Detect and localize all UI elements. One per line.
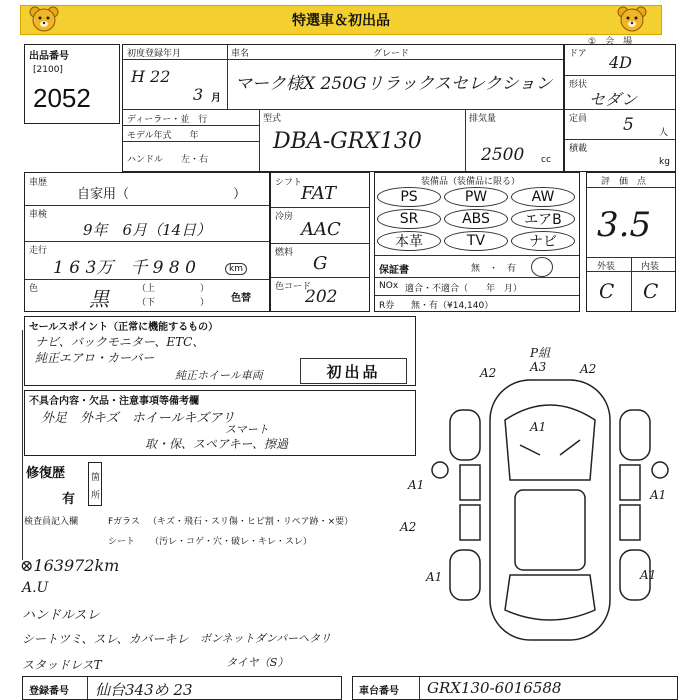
lot-number: 2052 bbox=[33, 83, 91, 113]
mileage-value: 1 6 3万 千 9 8 0 bbox=[53, 258, 196, 278]
notes-line-3: 取・保、スペアキー、擦過 bbox=[145, 437, 289, 451]
inspector-line-4: シートツミ、スレ、カバーキレ bbox=[22, 632, 189, 646]
equipment-item: 本革 bbox=[377, 231, 441, 251]
mileage-label: 走行 bbox=[29, 246, 48, 256]
diagram-mark-4: A1 bbox=[530, 420, 547, 434]
dealer-label: ディーラー・並 行 bbox=[127, 115, 208, 125]
vin-value: GRX130-6016588 bbox=[427, 679, 562, 697]
exterior-label: 外装 bbox=[597, 262, 616, 272]
shape-value: セダン bbox=[589, 90, 638, 109]
repair-side-2: 所 bbox=[91, 491, 101, 501]
notes-box bbox=[24, 390, 416, 456]
displacement-unit: cc bbox=[541, 155, 551, 165]
inspection-value: 9年 6月（14日） bbox=[83, 221, 212, 239]
lot-number-box bbox=[24, 44, 120, 124]
mileage-unit: km bbox=[225, 263, 247, 275]
type-label: 型式 bbox=[263, 114, 282, 124]
shift-value: FAT bbox=[301, 183, 336, 204]
capacity-label: 定員 bbox=[569, 114, 588, 124]
banner-title: 特選車＆初出品 bbox=[292, 13, 390, 29]
first-reg-value: H 22 bbox=[131, 67, 171, 86]
shift-label: シフト bbox=[275, 178, 303, 188]
history-label: 車歴 bbox=[29, 178, 48, 188]
seat-label: シート bbox=[108, 537, 136, 547]
capacity-value: 5 bbox=[623, 115, 634, 135]
exterior-value: C bbox=[599, 279, 615, 303]
equipment-item: エアB bbox=[511, 209, 575, 229]
color-upper: （上 ） bbox=[137, 284, 210, 294]
sales-line-2: 純正エアロ・カーバー bbox=[35, 351, 155, 365]
displacement-label: 排気量 bbox=[469, 114, 497, 124]
spec-box bbox=[564, 44, 676, 172]
color-value: 黒 bbox=[89, 287, 109, 311]
equipment-item: ナビ bbox=[511, 231, 575, 251]
sales-line-3: 純正ホイール車両 bbox=[175, 369, 263, 382]
first-reg-unit: 月 bbox=[211, 93, 221, 104]
reg-value: 仙台343め 23 bbox=[95, 681, 193, 699]
color-code-value: 202 bbox=[305, 287, 338, 307]
car-name-label: 車名 bbox=[231, 49, 250, 59]
notes-title: 不具合内容・欠品・注意事項等備考欄 bbox=[29, 396, 199, 407]
glass-options: （キズ・飛石・スリ傷・ヒビ割・リペア跡・×要） bbox=[148, 517, 354, 527]
load-label: 積載 bbox=[569, 144, 588, 154]
door-value: 4D bbox=[609, 53, 633, 72]
diagram-mark-9: A1 bbox=[640, 568, 657, 582]
interior-value: C bbox=[643, 279, 659, 303]
inspector-line-3: ハンドルスレ bbox=[22, 608, 100, 623]
equipment-title-text: 装備品 bbox=[421, 177, 449, 187]
registration-box bbox=[22, 676, 342, 700]
bear-mascot-icon bbox=[28, 6, 60, 32]
equipment-item: ABS bbox=[444, 209, 508, 229]
equipment-item: PS bbox=[377, 187, 441, 207]
color-label: 色 bbox=[29, 284, 39, 294]
color-change-label: 色替 bbox=[231, 293, 251, 304]
diagram-mark-2: A3 bbox=[530, 360, 547, 374]
load-unit: kg bbox=[659, 157, 670, 167]
equipment-item: AW bbox=[511, 187, 575, 207]
top-partial-text: ① 会 場 bbox=[588, 37, 633, 47]
equipment-title-note: （装備品に限る） bbox=[448, 177, 521, 187]
nox-value: 適合・不適合（ 年 月） bbox=[405, 284, 523, 294]
inspector-side-note-2: タイヤ（S） bbox=[226, 656, 289, 669]
diagram-top-label: P組 bbox=[530, 346, 551, 360]
notes-line-2: スマート bbox=[225, 423, 269, 436]
nox-label: NOx bbox=[379, 281, 399, 291]
handle-label: ハンドル 左・右 bbox=[127, 155, 209, 165]
car-name-value: マーク様X 250Gリラックスセレクション bbox=[235, 74, 553, 94]
diagram-mark-8: A1 bbox=[426, 570, 443, 584]
displacement-value: 2500 bbox=[481, 145, 525, 165]
banner bbox=[20, 5, 662, 35]
fuel-value: G bbox=[313, 253, 328, 274]
repair-side-1: 箇 bbox=[91, 473, 101, 483]
repair-value: 有 bbox=[62, 492, 76, 507]
grade-label: グレード bbox=[373, 49, 410, 59]
inspector-side-note-1: ボンネットダンパーヘタリ bbox=[200, 632, 332, 645]
diagram-mark-6: A1 bbox=[650, 488, 667, 502]
reg-label: 登録番号 bbox=[29, 686, 69, 697]
sales-line-1: ナビ、バックモニター、ETC、 bbox=[35, 335, 205, 349]
interior-label: 内装 bbox=[641, 262, 660, 272]
capacity-unit: 人 bbox=[659, 128, 669, 138]
vin-label: 車台番号 bbox=[359, 686, 399, 697]
first-listing-stamp: 初出品 bbox=[300, 358, 407, 384]
model-year-label: モデル年式 年 bbox=[127, 131, 199, 141]
seat-options: （汚レ・コゲ・穴・破レ・キレ・スレ） bbox=[150, 537, 312, 547]
color-code-label: 色コード bbox=[275, 282, 312, 292]
ac-value: AAC bbox=[301, 219, 341, 240]
recycle-value: 無・有（¥14,140） bbox=[411, 301, 494, 311]
header-box bbox=[122, 44, 564, 172]
inspection-label: 車検 bbox=[29, 210, 48, 220]
score-value: 3.5 bbox=[597, 205, 652, 245]
warranty-circle-mark bbox=[531, 257, 553, 277]
diagram-mark-3: A2 bbox=[580, 362, 597, 376]
inspector-line-2: A.U bbox=[22, 580, 49, 596]
ac-label: 冷房 bbox=[275, 212, 294, 222]
equipment-title bbox=[421, 174, 520, 187]
inspector-label: 検査員記入欄 bbox=[24, 517, 79, 527]
warranty-label: 保証書 bbox=[379, 265, 409, 276]
notes-line-1: 外足 外キズ ホイールキズアリ bbox=[41, 411, 235, 426]
sales-points-title: セールスポイント（正常に機能するもの） bbox=[29, 322, 219, 333]
score-label: 評 価 点 bbox=[601, 177, 647, 187]
warranty-value: 無 ・ 有 bbox=[471, 264, 517, 274]
glass-label: Fガラス bbox=[108, 517, 140, 527]
car-damage-diagram bbox=[410, 340, 690, 680]
equipment-item: PW bbox=[444, 187, 508, 207]
equipment-box bbox=[374, 172, 580, 312]
color-lower: （下 ） bbox=[137, 298, 210, 308]
first-reg-month: 3 bbox=[193, 85, 204, 104]
type-value: DBA-GRX130 bbox=[273, 129, 422, 154]
recycle-label: R券 bbox=[379, 301, 395, 311]
fuel-label: 燃料 bbox=[275, 248, 294, 258]
diagram-mark-1: A2 bbox=[480, 366, 497, 380]
lot-sub: [2100] bbox=[33, 65, 63, 75]
diagram-mark-5: A1 bbox=[408, 478, 425, 492]
equipment-grid bbox=[377, 187, 577, 255]
repair-label: 修復歴 bbox=[26, 466, 66, 481]
score-box bbox=[586, 172, 676, 312]
equipment-item: TV bbox=[444, 231, 508, 251]
vin-box bbox=[352, 676, 678, 700]
equipment-item: SR bbox=[377, 209, 441, 229]
shape-label: 形状 bbox=[569, 80, 588, 90]
door-label: ドア bbox=[569, 49, 587, 59]
diagram-mark-7: A2 bbox=[400, 520, 417, 534]
bear-mascot-icon bbox=[616, 6, 648, 32]
first-reg-label: 初度登録年月 bbox=[127, 49, 182, 59]
history-value: 自家用（ ） bbox=[77, 187, 247, 202]
drivetrain-box bbox=[270, 172, 370, 312]
inspector-line-1: ⊗163972km bbox=[20, 556, 120, 575]
inspector-line-5: スタッドレスT bbox=[22, 658, 102, 672]
vehicle-info-box bbox=[24, 172, 270, 312]
lot-label: 出品番号 bbox=[29, 51, 69, 62]
